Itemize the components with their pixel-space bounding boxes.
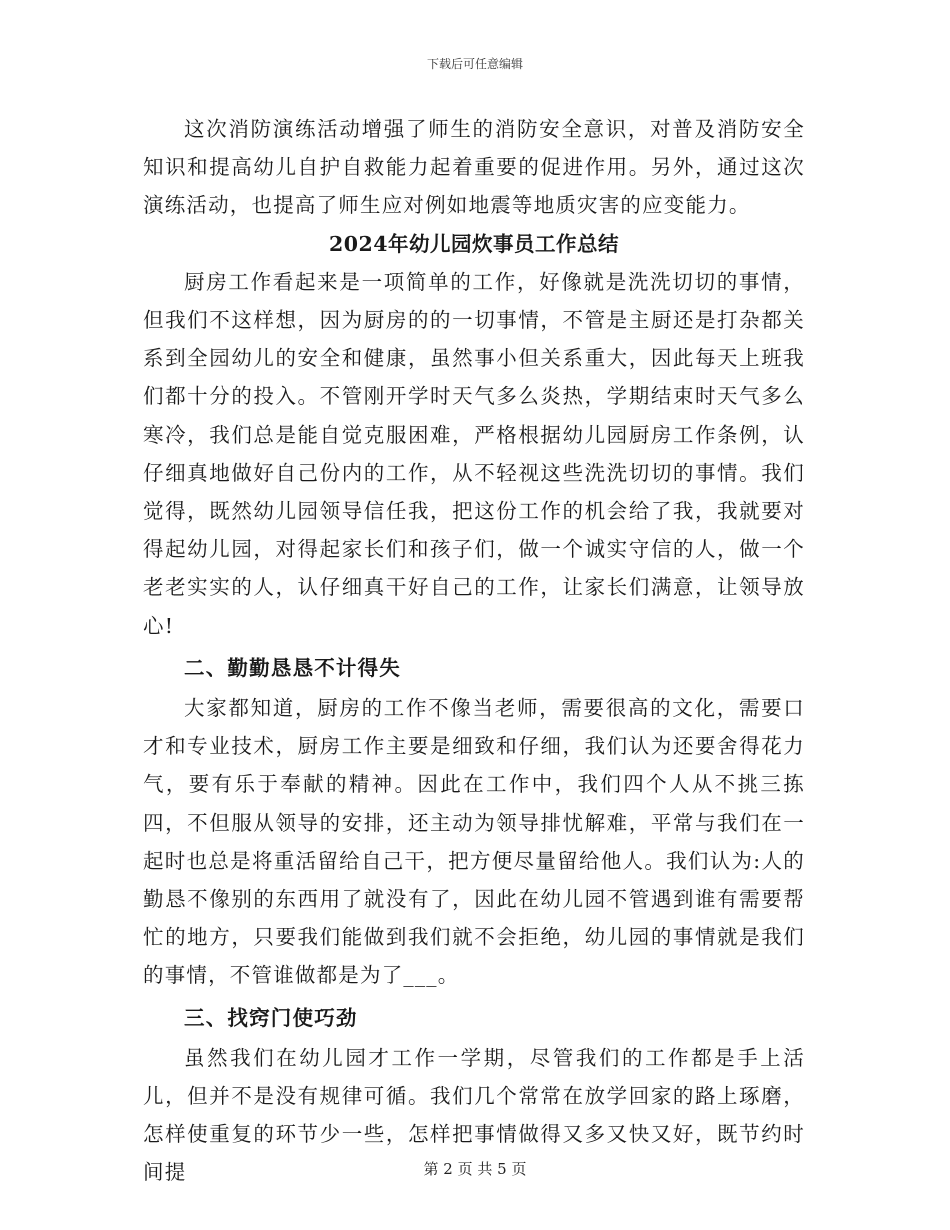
paragraph-2: 大家都知道，厨房的工作不像当老师，需要很高的文化，需要口才和专业技术，厨房工作主要是细致和仔细，我们认为还要舍得花力气，要有乐于奉献的精神。因此在工作中，我们四个人从不挑三拣四，不但服从领导的安排，还主动为领导排忧解难，平常与我们在一起时也总是将重活留给自己干，把方便尽量留给他人。我们认为:人的勤恳不像别的东西用了就没有了，因此在幼儿园不管遇到谁有需要帮忙的地方，只要我们能做到我们就不会拒绝，幼儿园的事情就是我们的事情，不管谁做都是为了___。 bbox=[143, 696, 805, 988]
intro-paragraph: 这次消防演练活动增强了师生的消防安全意识，对普及消防安全知识和提高幼儿自护自救能力起着重要的促进作用。另外，通过这次演练活动，也提高了师生应对例如地震等地质灾害的应变能力。 bbox=[143, 117, 805, 218]
document-body bbox=[143, 110, 805, 1192]
section-2-heading: 二、勤勤恳恳不计得失 bbox=[184, 655, 401, 680]
paragraph-1: 厨房工作看起来是一项简单的工作，好像就是洗洗切切的事情，但我们不这样想，因为厨房的的一切事情，不管是主厨还是打杂都关系到全园幼儿的安全和健康，虽然事小但关系重大，因此每天上班我们都十分的投入。不管刚开学时天气多么炎热，学期结束时天气多么寒冷，我们总是能自觉克服困难，严格根据幼儿园厨房工作条例，认仔细真地做好自己份内的工作，从不轻视这些洗洗切切的事情。我们觉得，既然幼儿园领导信任我，把这份工作的机会给了我，我就要对得起幼儿园，对得起家长们和孩子们，做一个诚实守信的人，做一个老老实实的人，认仔细真干好自己的工作，让家长们满意，让领导放心! bbox=[143, 269, 805, 638]
section-3-heading: 三、找窍门使巧劲 bbox=[184, 1005, 358, 1030]
document-title: 2024年幼儿园炊事员工作总结 bbox=[328, 231, 620, 256]
page-header: 下载后可任意编辑 bbox=[426, 57, 523, 71]
paragraph-3: 虽然我们在幼儿园才工作一学期，尽管我们的工作都是手上活儿，但并不是没有规律可循。我们几个常常在放学回家的路上琢磨，怎样使重复的环节少一些，怎样把事情做得又多又快又好，既节约时间提 bbox=[143, 1045, 805, 1185]
page-footer: 第 2 页 共 5 页 bbox=[423, 1160, 527, 1178]
